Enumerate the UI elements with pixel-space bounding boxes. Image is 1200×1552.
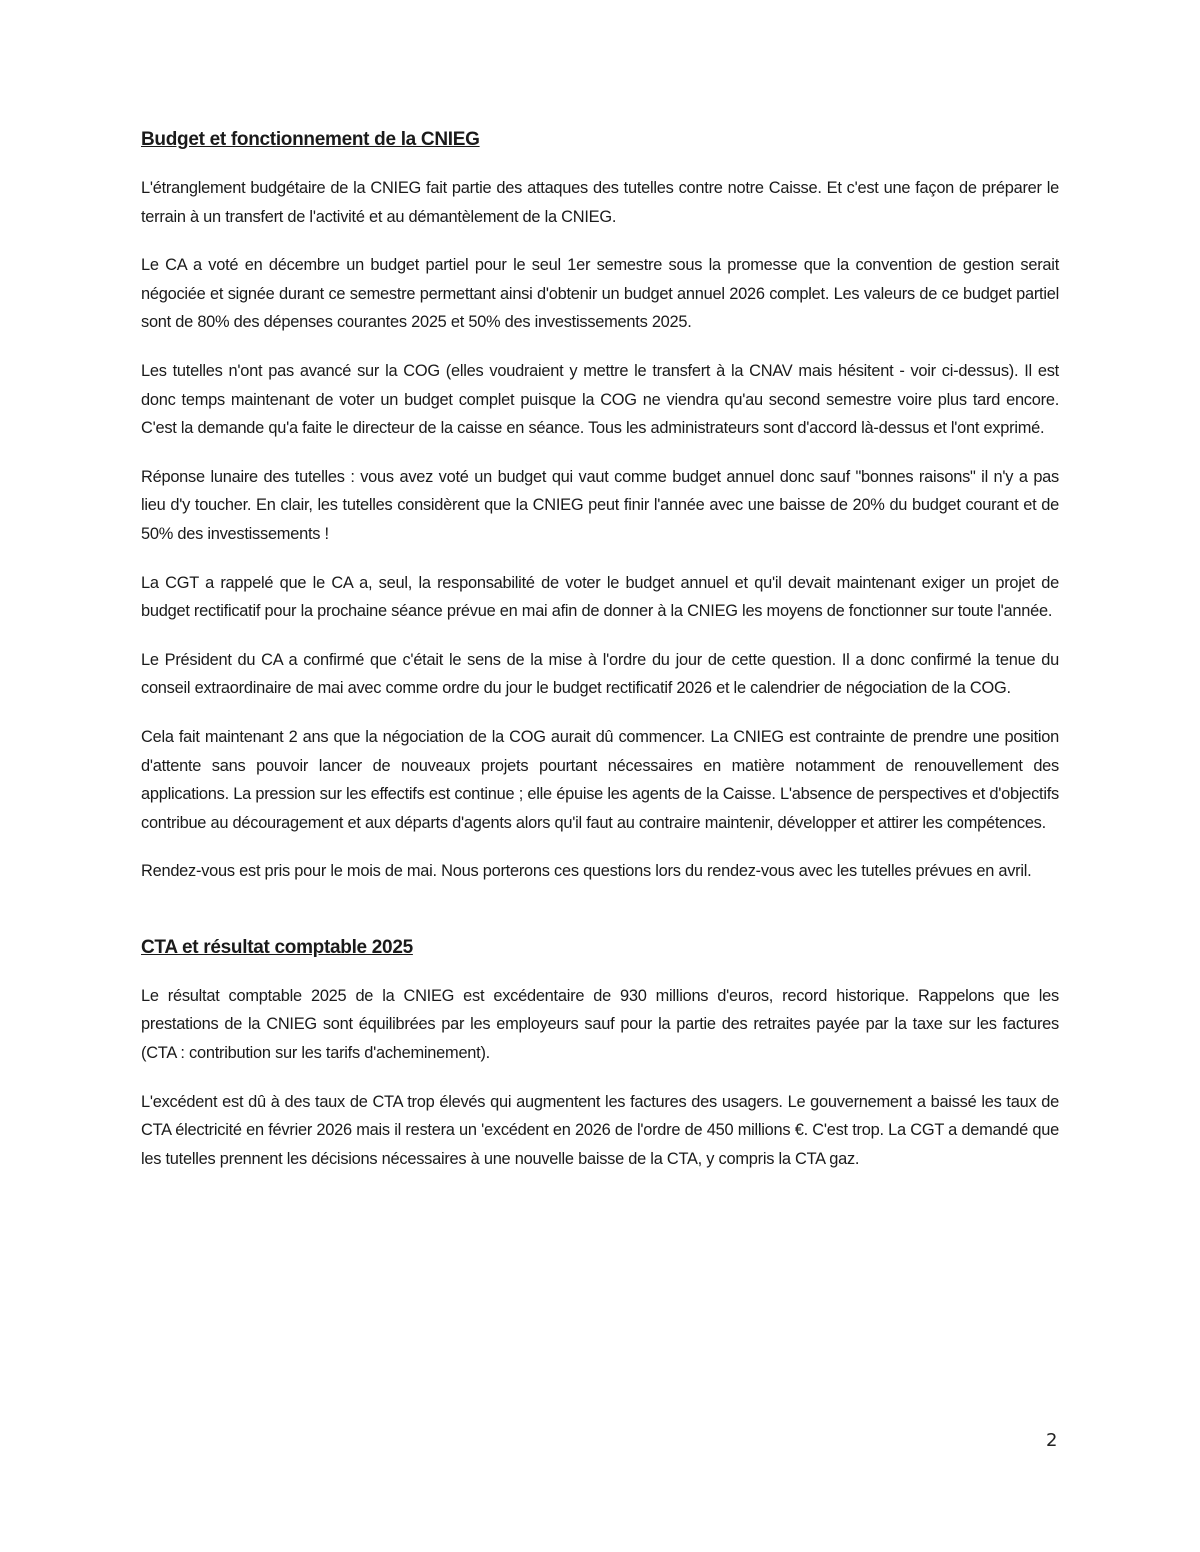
paragraph: Cela fait maintenant 2 ans que la négociation de la COG aurait dû commencer. La CNIEG est contrainte de prendre une position d'attente sans pouvoir lancer de nouveaux projets pourtant nécessaires en matière notamment de renouvellement des applications. La pression sur les effectifs est continue ; elle épuise les agents de la Caisse. L'absence de perspectives et d'objectifs contribue au découragement et aux départs d'agents alors qu'il faut au contraire maintenir, développer et attirer les compétences. <box>141 727 1059 832</box>
paragraph: Le Président du CA a confirmé que c'était le sens de la mise à l'ordre du jour de cette question. Il a donc confirmé la tenue du conseil extraordinaire de mai avec comme ordre du jour le budget rectificatif 2026 et le calendrier de négociation de la COG. <box>141 650 1059 698</box>
document-page <box>141 126 1059 1193</box>
section-cta <box>141 934 1059 1174</box>
paragraph: Les tutelles n'ont pas avancé sur la COG (elles voudraient y mettre le transfert à la CNAV mais hésitent - voir ci-dessus). Il est donc temps maintenant de voter un budget complet puisque la COG ne viendra qu'au second semestre voire plus tard encore. C'est la demande qu'a faite le directeur de la caisse en séance. Tous les administrateurs sont d'accord là-dessus et l'ont exprimé. <box>141 361 1059 438</box>
paragraph: L'excédent est dû à des taux de CTA trop élevés qui augmentent les factures des usagers. Le gouvernement a baissé les taux de CTA électricité en février 2026 mais il restera un 'excédent en 2026 de l'ordre de 450 millions €. C'est trop. La CGT a demandé que les tutelles prennent les décisions nécessaires à une nouvelle baisse de la CTA, y compris la CTA gaz. <box>141 1092 1059 1168</box>
paragraph: La CGT a rappelé que le CA a, seul, la responsabilité de voter le budget annuel et qu'il devait maintenant exiger un projet de budget rectificatif pour la prochaine séance prévue en mai afin de donner à la CNIEG les moyens de fonctionner sur toute l'année. <box>141 573 1059 621</box>
paragraph: Rendez-vous est pris pour le mois de mai. Nous porterons ces questions lors du rendez-vous avec les tutelles prévues en avril. <box>141 862 1032 881</box>
section-heading: Budget et fonctionnement de la CNIEG <box>141 129 480 150</box>
page-number: 2 <box>1046 1430 1058 1451</box>
section-heading: CTA et résultat comptable 2025 <box>141 936 413 958</box>
section-budget <box>141 126 1059 886</box>
paragraph: Le CA a voté en décembre un budget partiel pour le seul 1er semestre sous la promesse que la convention de gestion serait négociée et signée durant ce semestre permettant ainsi d'obtenir un budget annuel 2026 complet. Les valeurs de ce budget partiel sont de 80% des dépenses courantes 2025 et 50% des investissements 2025. <box>141 256 1059 332</box>
paragraph: Réponse lunaire des tutelles : vous avez voté un budget qui vaut comme budget annuel donc sauf "bonnes raisons" il n'y a pas lieu d'y toucher. En clair, les tutelles considèrent que la CNIEG peut finir l'année avec une baisse de 20% du budget courant et de 50% des investissements ! <box>141 467 1059 543</box>
paragraph: Le résultat comptable 2025 de la CNIEG est excédentaire de 930 millions d'euros, record historique. Rappelons que les prestations de la CNIEG sont équilibrées par les employeurs sauf pour la partie des retraites payée par la taxe sur les factures (CTA : contribution sur les tarifs d'acheminement). <box>141 986 1059 1063</box>
paragraph: L'étranglement budgétaire de la CNIEG fait partie des attaques des tutelles contre notre Caisse. Et c'est une façon de préparer le terrain à un transfert de l'activité et au démantèlement de la CNIEG. <box>141 179 1059 226</box>
